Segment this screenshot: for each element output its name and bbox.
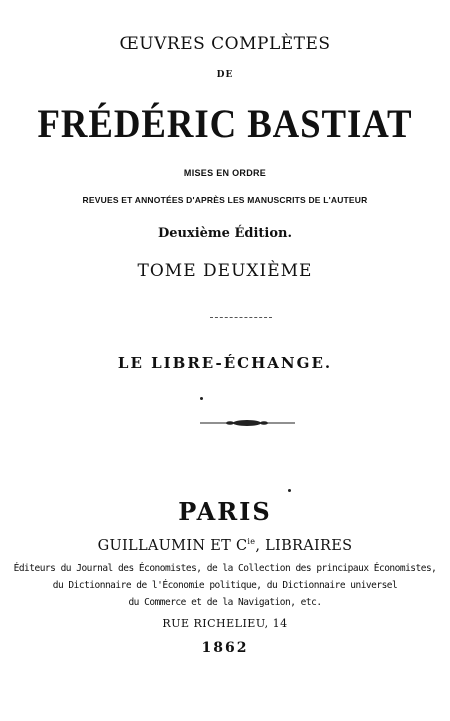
volume-title: LE LIBRE-ÉCHANGE. — [117, 354, 333, 372]
ink-dot — [288, 489, 291, 492]
de-label: DE — [216, 70, 234, 80]
mises-en-ordre: MISES EN ORDRE — [183, 168, 267, 178]
address: RUE RICHELIEU, 14 — [162, 617, 288, 630]
imprint-line-1: Éditeurs du Journal des Économistes, de la Collection des principaux Économistes, — [13, 563, 437, 574]
collection-title: ŒUVRES COMPLÈTES — [119, 34, 331, 54]
publisher-main: GUILLAUMIN ET C — [97, 537, 248, 554]
ink-dot — [200, 397, 203, 400]
author-name: FRÉDÉRIC BASTIAT — [37, 101, 413, 146]
separator-rule — [210, 317, 272, 319]
publisher-sup: ie — [247, 537, 256, 546]
city-name: PARIS — [178, 497, 272, 526]
publisher-name — [0, 537, 450, 554]
edition-label: Deuxième Édition. — [157, 226, 293, 241]
revues-annotees: REVUES ET ANNOTÉES D'APRÈS LES MANUSCRITS DE L'AUTEUR — [82, 195, 368, 205]
publisher-suffix: , LIBRAIRES — [255, 537, 353, 554]
tome-label: TOME DEUXIÈME — [137, 261, 313, 281]
imprint-line-2: du Dictionnaire de l'Économie politique, du Dictionnaire universel — [52, 580, 398, 591]
publication-year: 1862 — [201, 640, 249, 656]
imprint-line-3: du Commerce et de la Navigation, etc. — [128, 597, 322, 608]
ornament-divider — [200, 418, 295, 428]
